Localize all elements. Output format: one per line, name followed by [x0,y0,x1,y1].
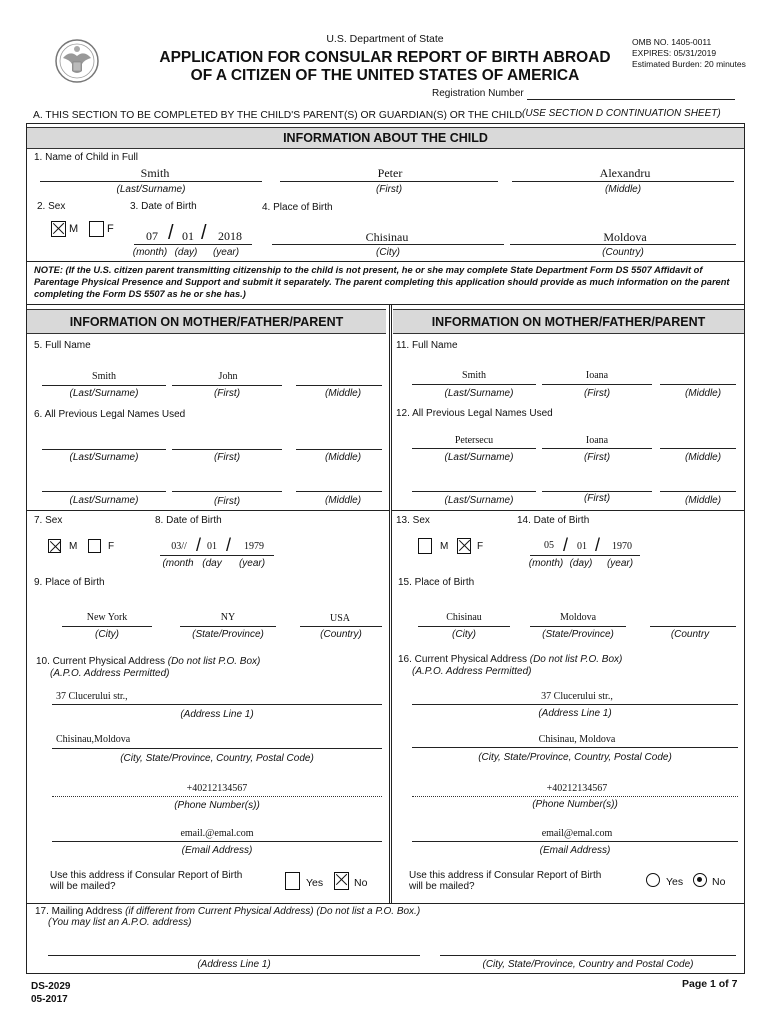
date-separator: / [168,222,174,244]
left-pob-label: 9. Place of Birth [34,577,105,588]
right-sex-divider [391,510,744,511]
child-last-line [40,181,262,182]
child-name-label: 1. Name of Child in Full [34,152,138,163]
right-prev-names-label: 12. All Previous Legal Names Used [396,408,553,419]
left-sex-label: 7. Sex [34,515,63,526]
right-prev1-first-line [542,448,652,449]
left-sex-divider [26,510,390,511]
right-prev2-middle-caption: (Middle) [684,495,722,506]
right-prev2-first-caption: (First) [583,493,611,504]
left-pob-state-caption: (State/Province) [192,629,264,640]
mailing-citystate-rule [440,955,736,956]
child-middle-line [512,181,734,182]
left-sex-female-checkbox[interactable] [88,539,101,553]
left-mail-yes-label: Yes [306,877,324,889]
left-email[interactable]: email.@emal.com [180,828,254,839]
left-prev1-last-line [42,449,166,450]
section-a-note: (USE SECTION D CONTINUATION SHEET) [522,108,721,119]
left-address-citystate-caption: (City, State/Province, Country, Postal Code) [120,753,314,764]
right-middle-line [660,384,736,385]
child-sex-label: 2. Sex [37,201,66,212]
child-sex-female-label: F [107,223,114,235]
left-email-rule [52,841,382,842]
left-address-line1-rule [52,704,382,705]
right-dob-year[interactable]: 1970 [612,541,632,552]
child-dob-year[interactable]: 2018 [218,229,242,243]
left-last-caption: (Last/Surname) [69,388,139,399]
left-mail-question-line1: Use this address if Consular Report of Birth [50,870,243,881]
right-prev2-middle-line [660,491,736,492]
right-middle-caption: (Middle) [684,388,722,399]
child-sex-female-checkbox[interactable] [89,221,104,237]
right-mail-yes-label: Yes [666,876,684,888]
child-first-name[interactable]: Peter [377,166,403,180]
right-mail-no-label: No [712,876,726,888]
right-sex-female-label: F [477,541,484,552]
right-address-label-text: 16. Current Physical Address [398,654,527,665]
note-bottom-divider [26,304,744,305]
right-first-caption: (First) [583,388,611,399]
right-mail-yes-radio[interactable] [646,873,660,887]
form-title-line1: APPLICATION FOR CONSULAR REPORT OF BIRTH ABROAD [159,49,611,66]
right-dob-line [530,555,640,556]
frame-right [744,123,745,974]
right-address-line1-caption: (Address Line 1) [538,708,612,719]
right-mail-question-line2: will be mailed? [409,881,475,892]
right-pob-state-line [530,626,626,627]
left-prev1-last-caption: (Last/Surname) [69,452,139,463]
right-address-label [398,654,622,665]
right-address-citystate-rule [412,747,738,748]
right-address-citystate-caption: (City, State/Province, Country, Postal Code) [478,752,672,763]
right-sex-female-checkbox[interactable] [457,538,471,554]
frame-bottom [26,973,744,974]
mailing-top-divider [26,903,744,904]
left-phone-rule [52,796,382,797]
page-number: Page 1 of 7 [682,978,738,990]
mailing-citystate-caption: (City, State/Province, Country and Postal Code) [482,959,694,970]
estimated-burden: Estimated Burden: 20 minutes [632,59,746,69]
right-prev2-last-line [412,491,536,492]
column-divider-2 [391,305,392,903]
omb-number: OMB NO. 1405-0011 [632,37,712,47]
left-address-label-text: 10. Current Physical Address [36,656,165,667]
child-pob-city-caption: (City) [376,247,400,258]
note-text: NOTE: (If the U.S. citizen parent transmitting citizenship to the child is not present, he or she may complete State Department Form DS 5507 Affidavit of Parentage Physical Presence and Support and submit it separately. The parent completing this application should provide as much information on the parent completing the Form DS 5507 as he or she has.) [34,265,730,299]
mailing-address-label [35,906,420,917]
child-info-banner: INFORMATION ABOUT THE CHILD [27,127,744,149]
left-prev-names-label: 6. All Previous Legal Names Used [34,409,186,420]
left-dob-day-caption: (day [202,558,222,569]
left-mail-no-label: No [354,877,368,889]
right-prev1-middle-caption: (Middle) [684,452,722,463]
left-address-line1[interactable]: 37 Clucerului str., [56,691,128,702]
left-email-caption: (Email Address) [181,845,253,856]
date-separator: / [196,535,202,555]
right-prev1-last-line [412,448,536,449]
right-apo-note: (A.P.O. Address Permitted) [412,666,532,677]
right-sex-label: 13. Sex [396,515,430,526]
left-phone[interactable]: +40212134567 [186,783,248,794]
child-dob-day-caption: (day) [174,247,198,258]
child-last-caption: (Last/Surname) [116,184,186,195]
registration-number-label: Registration Number [432,88,524,99]
left-dob-label: 8. Date of Birth [155,515,222,526]
left-pob-state-line [180,626,276,627]
mailing-address-label-text: 17. Mailing Address [35,906,123,917]
right-pob-city[interactable]: Chisinau [446,612,482,623]
left-apo-note: (A.P.O. Address Permitted) [50,668,170,679]
left-address-label [36,656,260,667]
right-last-name[interactable]: Smith [462,370,486,381]
left-dob-year-caption: (year) [238,558,266,569]
left-dob-year[interactable]: 1979 [244,541,264,552]
form-title-line2: OF A CITIZEN OF THE UNITED STATES OF AMERICA [190,67,580,84]
left-address-citystate[interactable]: Chisinau,Moldova [56,734,131,745]
left-first-name[interactable]: John [218,371,238,382]
right-prev-first-name[interactable]: Ioana [585,435,609,446]
right-sex-male-label: M [440,541,449,552]
left-pob-country-caption: (Country) [320,629,362,640]
child-pob-country-caption: (Country) [602,247,644,258]
left-mail-question-line2: will be mailed? [50,881,116,892]
right-address-label-note: (Do not list P.O. Box) [529,654,623,665]
form-revision-date: 05-2017 [31,994,68,1005]
child-first-line [280,181,498,182]
child-dob-day[interactable]: 01 [182,229,194,243]
left-address-label-note: (Do not list P.O. Box) [167,656,261,667]
left-address-citystate-rule [52,748,382,749]
left-last-line [42,385,166,386]
left-dob-month[interactable]: 03// [171,541,187,552]
left-prev1-middle-line [296,449,382,450]
left-dob-day[interactable]: 01 [207,541,217,552]
right-pob-country-line [650,626,736,627]
right-prev-last-name[interactable]: Petersecu [454,435,494,446]
right-email-rule [412,841,738,842]
child-pob-country-line [510,244,736,245]
left-first-line [172,385,282,386]
left-last-name[interactable]: Smith [92,371,116,382]
left-prev2-last-line [42,491,166,492]
section-a-text: A. THIS SECTION TO BE COMPLETED BY THE CHILD'S PARENT(S) OR GUARDIAN(S) OR THE CHILD [33,110,523,121]
date-separator: / [563,535,569,555]
child-sex-male-label: M [69,223,79,235]
mailing-apo-note: (You may list an A.P.O. address) [48,917,192,928]
parent-left-banner: INFORMATION ON MOTHER/FATHER/PARENT [27,309,386,334]
right-dob-day[interactable]: 01 [577,541,587,552]
right-prev1-last-caption: (Last/Surname) [444,452,514,463]
right-phone-rule [412,796,738,797]
mailing-address-rule [48,955,420,956]
child-last-name[interactable]: Smith [140,166,170,180]
child-pob-country[interactable]: Moldova [603,230,647,244]
left-prev2-first-caption: (First) [213,496,241,507]
left-prev1-first-line [172,449,282,450]
left-phone-caption: (Phone Number(s)) [174,800,260,811]
mailing-address-label-note: (if different from Current Physical Address) (Do not list a P.O. Box.) [125,906,421,917]
right-phone[interactable]: +40212134567 [546,783,608,794]
right-pob-city-line [418,626,510,627]
child-pob-city[interactable]: Chisinau [365,230,409,244]
left-mail-no-checkbox[interactable] [334,872,349,890]
left-middle-line [296,385,382,386]
right-pob-city-caption: (City) [452,629,476,640]
left-pob-country[interactable]: USA [329,613,350,624]
child-middle-name[interactable]: Alexandru [599,166,651,180]
left-pob-city[interactable]: New York [86,612,128,623]
right-pob-state[interactable]: Moldova [559,612,597,623]
left-mail-yes-checkbox[interactable] [285,872,300,890]
left-pob-state[interactable]: NY [220,612,236,623]
right-mail-question-line1: Use this address if Consular Report of Birth [409,870,602,881]
child-middle-caption: (Middle) [604,184,642,195]
left-dob-line [160,555,274,556]
expiration-date: EXPIRES: 05/31/2019 [632,48,717,58]
parent-right-banner: INFORMATION ON MOTHER/FATHER/PARENT [393,309,744,334]
right-first-line [542,384,652,385]
right-phone-caption: (Phone Number(s)) [532,799,618,810]
child-sex-male-checkbox[interactable] [51,221,66,237]
right-prev2-first-line [542,491,652,492]
left-dob-month-caption: (month [162,558,194,569]
left-middle-caption: (Middle) [324,388,362,399]
child-pob-label: 4. Place of Birth [262,202,333,213]
child-first-caption: (First) [375,184,403,195]
right-dob-label: 14. Date of Birth [517,515,590,526]
right-address-line1[interactable]: 37 Clucerului str., [541,691,613,702]
left-prev1-first-caption: (First) [213,452,241,463]
left-prev2-middle-caption: (Middle) [324,495,362,506]
note-top-divider [26,261,744,262]
left-pob-country-line [300,626,382,627]
right-pob-country-caption: (Country [670,629,710,640]
right-first-name[interactable]: Ioana [585,370,609,381]
child-dob-year-caption: (year) [212,247,240,258]
left-prev1-middle-caption: (Middle) [324,452,362,463]
right-dob-month[interactable]: 05 [544,540,554,551]
frame-top [26,123,744,124]
left-sex-male-label: M [69,541,78,552]
right-prev2-last-caption: (Last/Surname) [444,495,514,506]
right-dob-year-caption: (year) [606,558,634,569]
right-address-line1-rule [412,704,738,705]
left-prev2-last-caption: (Last/Surname) [69,495,139,506]
right-address-citystate[interactable]: Chisinau, Moldova [538,734,616,745]
right-dob-month-caption: (month) [528,558,564,569]
right-pob-label: 15. Place of Birth [398,577,475,588]
child-dob-label: 3. Date of Birth [130,201,197,212]
left-pob-city-line [62,626,152,627]
right-last-line [412,384,536,385]
left-sex-female-label: F [108,541,115,552]
right-email[interactable]: email@emal.com [541,828,613,839]
right-prev1-first-caption: (First) [583,452,611,463]
registration-number-line[interactable] [527,99,735,100]
child-dob-month-caption: (month) [132,247,168,258]
child-dob-month[interactable]: 07 [146,229,158,243]
date-separator: / [226,535,232,555]
date-separator: / [201,222,207,244]
left-first-caption: (First) [213,388,241,399]
right-pob-state-caption: (State/Province) [542,629,614,640]
left-prev2-first-line [172,491,282,492]
mailing-address-caption: (Address Line 1) [197,959,271,970]
right-sex-male-checkbox[interactable] [418,538,432,554]
frame-left [26,123,27,974]
left-sex-male-checkbox[interactable] [48,539,61,553]
left-prev2-middle-line [296,491,382,492]
column-divider [389,305,390,903]
left-address-line1-caption: (Address Line 1) [180,709,254,720]
right-full-name-label: 11. Full Name [396,340,458,351]
left-full-name-label: 5. Full Name [34,340,91,351]
right-mail-no-radio[interactable] [693,873,707,887]
left-pob-city-caption: (City) [95,629,119,640]
right-email-caption: (Email Address) [539,845,611,856]
right-last-caption: (Last/Surname) [444,388,514,399]
child-dob-line [134,244,252,245]
date-separator: / [595,535,601,555]
right-prev1-middle-line [660,448,736,449]
right-dob-day-caption: (day) [569,558,593,569]
child-pob-city-line [272,244,504,245]
agency-name: U.S. Department of State [326,33,444,45]
form-number: DS-2029 [31,981,71,992]
